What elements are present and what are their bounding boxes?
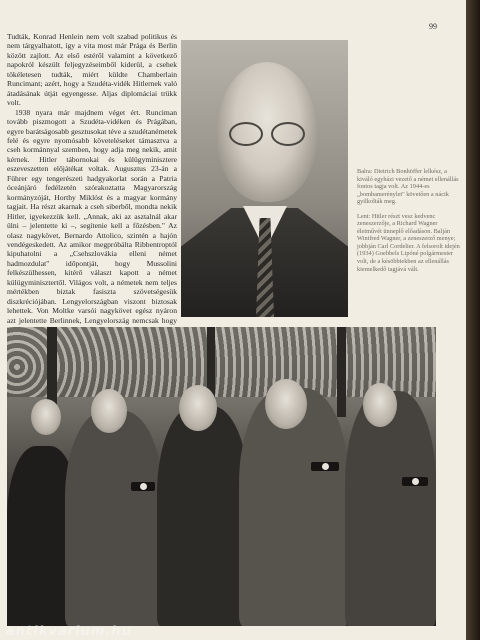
face-uniform-2 [265, 379, 307, 429]
watermark: antikvarium.hu [6, 624, 132, 639]
face-uniform-1 [91, 389, 127, 433]
figure-uniform-3 [345, 391, 436, 626]
caption-event: Lent: Hitler részt vesz kedvenc zeneszerzője, a Richard Wagner életművét ünneplő előadáson. Balján Winifred Wagner, a zeneszerző menye; jobbján Carl Cordelier. A felsorolt idején (1934) Goebbels Lipóné polgármester volt, de a késöbbiekben az ellenállás kiemelkedő tagjává vált. [357, 212, 460, 273]
armband-2 [311, 462, 339, 471]
armband-3 [402, 477, 428, 486]
figure-civilian [157, 406, 249, 626]
photo-captions [357, 168, 461, 280]
caption-portrait: Balra: Dietrich Bonhöffer lelkész, a kiváló egyházi vezető a német ellenállás fontos tagja volt. Az 1944-es „bombamerénylet" követően a nácik gyilkolták meg. [357, 168, 459, 206]
body-paragraph-1: Tudták, Konrad Henlein nem volt szabad politikus és nem tárgyalhatott, így a vita most már Prága és Berlin között zajlott. Az első estéről valamint a következő napokról készült feljegyzéseimből kiderül, a csehek tökéletesen tudták, miért küldte Chamberlain Runcimant; azért, hogy a Szudéta-vidék Hitlernek való átadásának útját egyengesse. Aljas diplomáciai trükk volt. [7, 32, 177, 108]
armband-1 [131, 482, 155, 491]
figure-uniform-1 [65, 411, 163, 626]
face-civilian [179, 385, 217, 431]
event-photo [7, 327, 436, 626]
book-edge [466, 0, 480, 640]
body-paragraph-2: 1938 nyara már majdnem véget ért. Runciman tovább piszmogott a Szudéta-vidéken és Prágában, egyre barátságosabb gesztusokat téve a szudétanémetek felé és egyre nyomósabb követeléseket támasztva a cseh kormánnyal szemben, hogy adja meg nekik, amit kérnek. Hitler tábornokai és külügyminisztere eszeveszetten előjátékat voltak. Augusztus 23-án a Führer egy tengerészeti hadgyakorlat során a Patria óceánjáró fedélzetén szórakoztatta Magyarország kormányzóját, Horthy Miklóst és a magyar kormány tagjait. Ha részt akarnak a cseh siberből, mondta nekik Hitler, igyekezzük kell. „Annak, aki az asztalnál akar ülni – jelentette ki –, segítenie kell a főzésben." Az olasz nagykövet, Bernardo Attolico, szintén a hajón vendégeskedett. Az amikor megpróbálta Ribbentroptól kipuhatolni a „Csehszlovákia elleni német hadmozdulat" időpontját, hogy Mussolini felkészülhessen, kitérő választ kapott a német külügyminisztertől. Világos volt, a németek nem teljes mértékben biztak fasiszta szövetségesük diszkréciójában. Lengyelországban viszont biztosak lehettek. Von Moltke varsói nagykövet egész nyáron azt jelentette Berlinnek, Lengyelország nemcsak hogy [7, 107, 177, 325]
body-text-column [7, 32, 177, 344]
portrait-photo [181, 40, 348, 317]
portrait-glasses [229, 122, 305, 144]
face-uniform-3 [363, 383, 397, 427]
photo-banner [337, 327, 346, 417]
face-woman-left [31, 399, 61, 435]
page-number: 99 [429, 22, 437, 31]
